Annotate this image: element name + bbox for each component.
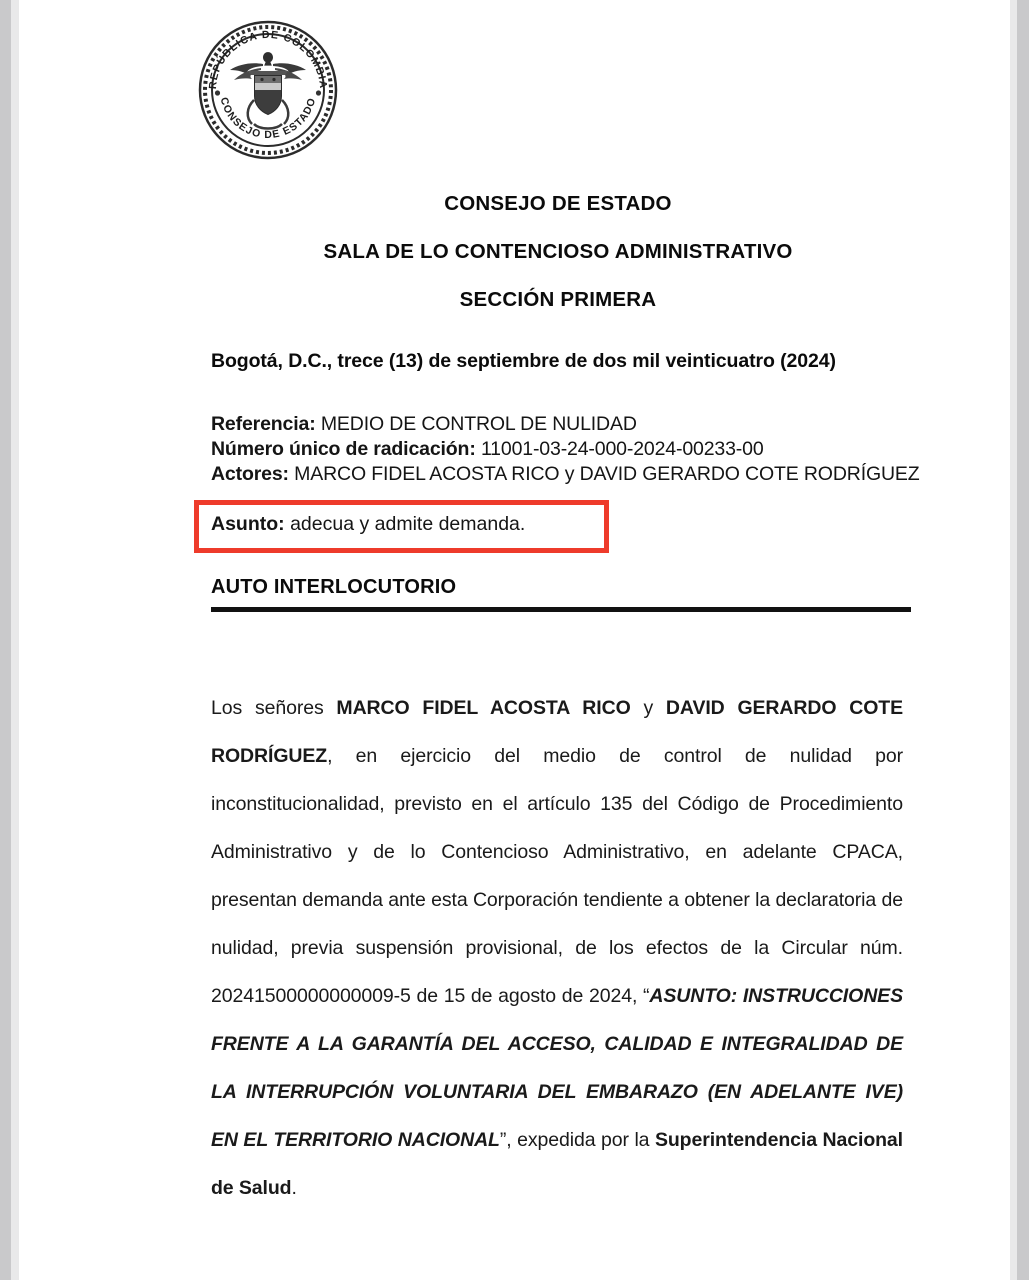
- document-page: [19, 0, 1010, 1280]
- body-seg-5: .: [291, 1176, 297, 1199]
- body-paragraph: [211, 684, 903, 1212]
- plaintiff-name-2: DAVID GERARDO COTE RODRÍGUEZ: [211, 696, 903, 767]
- svg-text:CONSEJO DE ESTADO: CONSEJO DE ESTADO: [217, 96, 319, 142]
- asunto-label: Asunto:: [211, 513, 285, 535]
- asunto-line: [211, 513, 525, 536]
- reference-row-referencia: [211, 412, 931, 437]
- reference-row-radicacion: [211, 437, 931, 462]
- colombia-coat-of-arms-seal-icon: [192, 14, 344, 166]
- reference-row-actores: [211, 462, 931, 487]
- heading-consejo-de-estado: CONSEJO DE ESTADO: [444, 192, 672, 215]
- reference-value-actores: MARCO FIDEL ACOSTA RICO y DAVID GERARDO COTE RODRÍGUEZ: [288, 463, 920, 485]
- reference-label-radicacion: Número único de radicación:: [211, 438, 476, 460]
- body-seg-2: y: [630, 696, 666, 719]
- heading-divider-rule: [211, 607, 911, 612]
- heading-sala-contencioso: SALA DE LO CONTENCIOSO ADMINISTRATIVO: [323, 240, 793, 263]
- issuing-entity: Superintendencia Nacional de Salud: [211, 1128, 903, 1199]
- date-place-line: Bogotá, D.C., trece (13) de septiembre de dos mil veinticuatro (2024): [211, 350, 836, 372]
- reference-label-actores: Actores:: [211, 463, 289, 485]
- plaintiff-name-1: MARCO FIDEL ACOSTA RICO: [336, 696, 631, 719]
- reference-value-referencia: MEDIO DE CONTROL DE NULIDAD: [315, 413, 637, 435]
- reference-value-radicacion: 11001-03-24-000-2024-00233-00: [475, 438, 764, 460]
- asunto-value: adecua y admite demanda.: [284, 513, 526, 535]
- svg-text:REPÚBLICA DE COLOMBIA: REPÚBLICA DE COLOMBIA: [206, 28, 330, 90]
- auto-interlocutorio-heading: AUTO INTERLOCUTORIO: [211, 576, 457, 598]
- body-seg-1: Los señores: [211, 696, 337, 719]
- court-headings: [211, 180, 905, 324]
- body-seg-4: ”, expedida por la: [499, 1128, 655, 1151]
- reference-block: [211, 412, 931, 487]
- body-seg-3: , en ejercicio del medio de control de nulidad por inconstitucionalidad, previsto en el artículo 135 del Código de Procedimiento Administrativo y de lo Contencioso Administrativo, en adelante CPACA, presentan demanda ante esta Corporación tendiente a obtener la declaratoria de nulidad, previa suspensión provisional, de los efectos de la Circular núm. 20241500000000009-5 de 15 de agosto de 2024, “: [211, 744, 903, 1007]
- circular-title-quote: ASUNTO: INSTRUCCIONES FRENTE A LA GARANTÍA DEL ACCESO, CALIDAD E INTEGRALIDAD DE LA INTERRUPCIÓN VOLUNTARIA DEL EMBARAZO (EN ADELANTE IVE) EN EL TERRITORIO NACIONAL: [211, 984, 903, 1151]
- heading-seccion-primera: SECCIÓN PRIMERA: [459, 288, 657, 311]
- reference-label-referencia: Referencia:: [211, 413, 316, 435]
